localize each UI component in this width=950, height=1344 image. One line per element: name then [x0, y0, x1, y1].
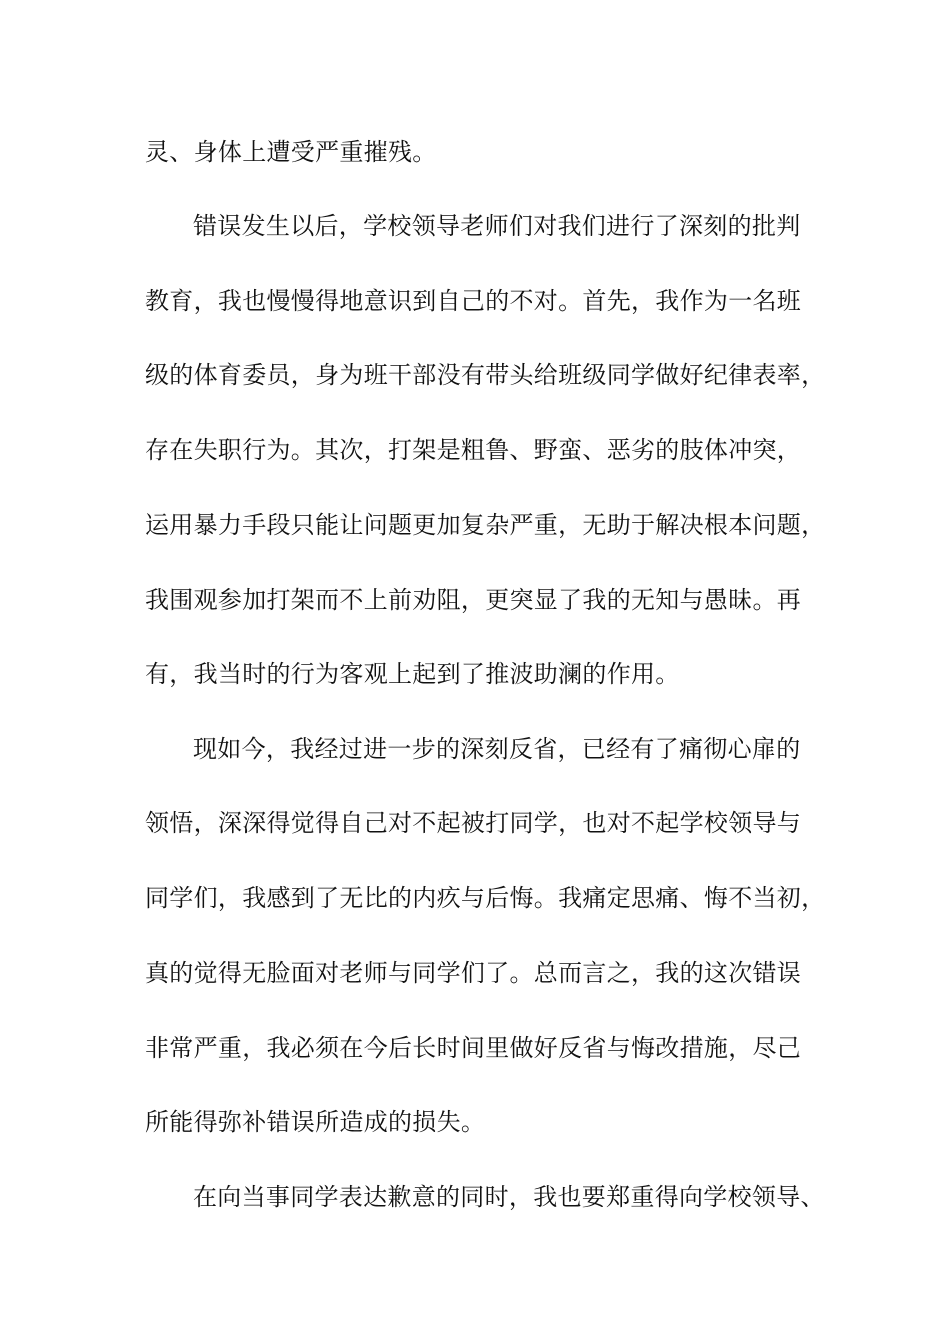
- text-line-8: 有，我当时的行为客观上起到了推波助澜的作用。: [145, 660, 680, 688]
- text-line-1: 灵、身体上遭受严重摧残。: [145, 138, 437, 166]
- text-line-9: 现如今，我经过进一步的深刻反省，已经有了痛彻心扉的: [193, 735, 801, 763]
- text-line-12: 真的觉得无脸面对老师与同学们了。总而言之，我的这次错误: [145, 959, 802, 987]
- text-line-10: 领悟，深深得觉得自己对不起被打同学，也对不起学校领导与: [145, 809, 802, 837]
- text-line-3: 教育，我也慢慢得地意识到自己的不对。首先，我作为一名班: [145, 287, 802, 315]
- text-line-11: 同学们，我感到了无比的内疚与后悔。我痛定思痛、悔不当初，: [145, 884, 826, 912]
- text-line-6: 运用暴力手段只能让问题更加复杂严重，无助于解决根本问题，: [145, 511, 826, 539]
- text-line-5: 存在失职行为。其次，打架是粗鲁、野蛮、恶劣的肢体冲突，: [145, 436, 802, 464]
- text-line-2: 错误发生以后，学校领导老师们对我们进行了深刻的批判: [193, 212, 801, 240]
- text-line-14: 所能得弥补错误所造成的损失。: [145, 1108, 486, 1136]
- text-line-7: 我围观参加打架而不上前劝阻，更突显了我的无知与愚昧。再: [145, 586, 802, 614]
- text-line-4: 级的体育委员，身为班干部没有带头给班级同学做好纪律表率，: [145, 361, 826, 389]
- text-line-15: 在向当事同学表达歉意的同时，我也要郑重得向学校领导、: [193, 1183, 825, 1211]
- text-line-13: 非常严重，我必须在今后长时间里做好反省与悔改措施，尽己: [145, 1034, 802, 1062]
